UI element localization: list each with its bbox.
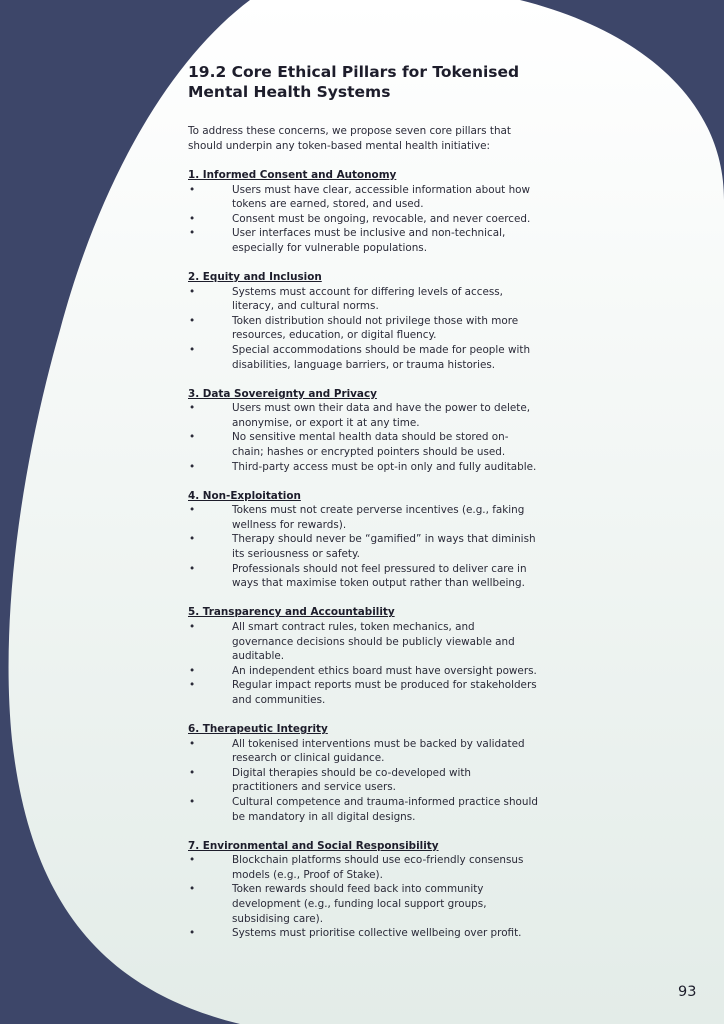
list-item bbox=[188, 532, 538, 561]
pillar-title: 1. Informed Consent and Autonomy bbox=[188, 169, 397, 181]
pillar-title: 7. Environmental and Social Responsibility bbox=[188, 839, 439, 852]
list-item-text: Professionals should not feel pressured to deliver care in ways that maximise token output rather than wellbeing. bbox=[232, 562, 527, 590]
list-item-text: Special accommodations should be made for people with disabilities, language barriers, or trauma histories. bbox=[232, 343, 531, 371]
bullet-icon: • bbox=[189, 285, 196, 298]
pillars-list bbox=[188, 168, 538, 941]
pillar-section bbox=[188, 839, 538, 941]
pillar-section bbox=[188, 168, 538, 255]
bullet-icon: • bbox=[189, 402, 196, 415]
list-item bbox=[188, 562, 538, 591]
list-item-text: Tokens must not create perverse incentives (e.g., faking wellness for rewards). bbox=[232, 504, 525, 531]
list-item-text: All smart contract rules, token mechanics, and governance decisions should be publicly viewable and auditable. bbox=[232, 620, 515, 663]
intro-paragraph: To address these concerns, we propose seven core pillars that should underpin any token-based mental health initiative: bbox=[188, 125, 511, 152]
list-item bbox=[188, 853, 538, 882]
bullet-icon: • bbox=[189, 620, 196, 633]
bullet-icon: • bbox=[189, 431, 196, 444]
list-item bbox=[188, 460, 538, 475]
pillar-title: 5. Transparency and Accountability bbox=[188, 606, 395, 619]
list-item bbox=[188, 795, 538, 824]
page-content bbox=[188, 62, 538, 955]
bullet-icon: • bbox=[189, 460, 196, 473]
pillar-section bbox=[188, 270, 538, 372]
page-number: 93 bbox=[678, 984, 697, 1000]
pillar-bullet-list bbox=[188, 503, 538, 591]
list-item-text: Token rewards should feed back into community development (e.g., funding local support groups, subsidising care). bbox=[232, 883, 487, 925]
list-item-text: Therapy should never be “gamified” in ways that diminish its seriousness or safety. bbox=[232, 533, 536, 561]
pillar-section bbox=[188, 605, 538, 707]
bullet-icon: • bbox=[189, 883, 196, 896]
bullet-icon: • bbox=[189, 562, 196, 575]
list-item bbox=[188, 678, 538, 707]
list-item-text: All tokenised interventions must be backed by validated research or clinical guidance. bbox=[232, 737, 525, 765]
list-item-text: No sensitive mental health data should be stored on-chain; hashes or encrypted pointers should be used. bbox=[232, 431, 509, 458]
bullet-icon: • bbox=[189, 679, 196, 692]
bullet-icon: • bbox=[189, 183, 196, 196]
pillar-section bbox=[188, 489, 538, 591]
pillar-title: 2. Equity and Inclusion bbox=[188, 271, 322, 284]
pillar-bullet-list bbox=[188, 737, 538, 825]
bullet-icon: • bbox=[189, 343, 196, 356]
list-item-text: User interfaces must be inclusive and non-technical, especially for vulnerable populations. bbox=[232, 227, 506, 254]
list-item bbox=[188, 503, 538, 532]
list-item bbox=[188, 882, 538, 926]
list-item-text: Consent must be ongoing, revocable, and never coerced. bbox=[232, 212, 531, 225]
pillar-section bbox=[188, 387, 538, 474]
bullet-icon: • bbox=[189, 737, 196, 750]
pillar-bullet-list bbox=[188, 620, 538, 708]
list-item-text: An independent ethics board must have oversight powers. bbox=[232, 664, 537, 677]
page-title: 19.2 Core Ethical Pillars for Tokenised Mental Health Systems bbox=[188, 63, 520, 101]
pillar-bullet-list bbox=[188, 285, 538, 373]
list-item bbox=[188, 314, 538, 343]
list-item bbox=[188, 664, 538, 679]
pillar-bullet-list bbox=[188, 853, 538, 941]
bullet-icon: • bbox=[189, 766, 196, 779]
bullet-icon: • bbox=[189, 854, 196, 867]
list-item bbox=[188, 620, 538, 664]
pillar-section bbox=[188, 722, 538, 824]
list-item-text: Users must have clear, accessible information about how tokens are earned, stored, and used. bbox=[232, 183, 531, 211]
list-item bbox=[188, 226, 538, 255]
list-item bbox=[188, 766, 538, 795]
pillar-bullet-list bbox=[188, 183, 538, 256]
bullet-icon: • bbox=[189, 927, 196, 940]
list-item-text: Regular impact reports must be produced for stakeholders and communities. bbox=[232, 679, 537, 706]
list-item bbox=[188, 926, 538, 941]
bullet-icon: • bbox=[189, 314, 196, 327]
bullet-icon: • bbox=[189, 795, 196, 808]
bullet-icon: • bbox=[189, 212, 196, 225]
pillar-title: 3. Data Sovereignty and Privacy bbox=[188, 387, 377, 400]
list-item bbox=[188, 737, 538, 766]
pillar-title: 4. Non-Exploitation bbox=[188, 489, 301, 502]
bullet-icon: • bbox=[189, 533, 196, 546]
list-item-text: Systems must account for differing levels of access, literacy, and cultural norms. bbox=[232, 285, 503, 313]
list-item-text: Users must own their data and have the power to delete, anonymise, or export it at any time. bbox=[232, 402, 531, 429]
list-item bbox=[188, 401, 538, 430]
list-item-text: Digital therapies should be co-developed with practitioners and service users. bbox=[232, 766, 472, 794]
list-item-text: Third-party access must be opt-in only and fully auditable. bbox=[232, 460, 537, 473]
bullet-icon: • bbox=[189, 504, 196, 517]
pillar-bullet-list bbox=[188, 401, 538, 474]
pillar-title: 6. Therapeutic Integrity bbox=[188, 723, 328, 736]
list-item bbox=[188, 430, 538, 459]
list-item-text: Token distribution should not privilege those with more resources, education, or digital fluency. bbox=[232, 314, 519, 342]
list-item bbox=[188, 183, 538, 212]
list-item-text: Systems must prioritise collective wellbeing over profit. bbox=[232, 927, 522, 940]
bullet-icon: • bbox=[189, 664, 196, 677]
list-item bbox=[188, 343, 538, 372]
list-item bbox=[188, 285, 538, 314]
bullet-icon: • bbox=[189, 227, 196, 240]
list-item bbox=[188, 212, 538, 227]
list-item-text: Blockchain platforms should use eco-friendly consensus models (e.g., Proof of Stake). bbox=[232, 854, 524, 881]
list-item-text: Cultural competence and trauma-informed practice should be mandatory in all digital designs. bbox=[232, 795, 538, 823]
